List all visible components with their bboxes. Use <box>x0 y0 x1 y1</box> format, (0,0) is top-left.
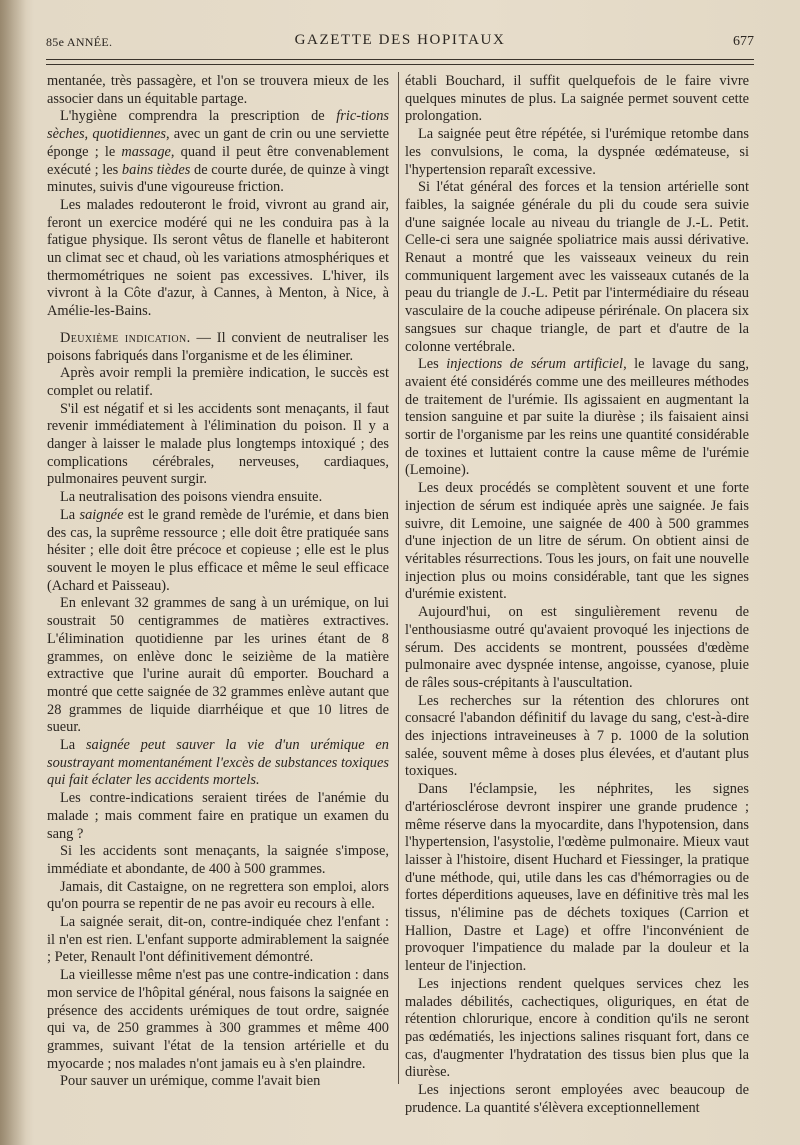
text-run: La <box>60 737 86 754</box>
emphasis-text: saignée <box>79 506 124 523</box>
text-run: , avec un gant de crin ou une serviette éponge ; le <box>47 126 389 160</box>
column-divider <box>398 72 399 1084</box>
paragraph: Jamais, dit Castaigne, on ne regrettera son emploi, alors qu'on pourra se repentir de ne pas avoir eu recours à elle. <box>47 878 389 913</box>
emphasis-text: bains tièdes <box>121 161 191 178</box>
paragraph <box>405 356 749 480</box>
paragraph: Les injections seront employées avec beaucoup de prudence. La quantité s'élèvera exceptionnellement <box>405 1082 749 1116</box>
paragraph: En enlevant 32 grammes de sang à un urémique, on lui soustrait 50 centigrammes de matières extractives. L'élimination quotidienne par les urines étant de 8 grammes, on enlève donc le seizième de la matière extractive que l'urine aurait dû emporter. Bouchard a montré que cette saignée de 32 grammes enlève autant que 28 grammes de liquide diarrhéique et que 10 litres de sueur. <box>47 595 389 736</box>
paragraph: Aujourd'hui, on est singulièrement revenu de l'enthousiasme outré qu'avaient provoqué les injections de sérum. Des accidents se montrent, poussées d'œdème pulmonaire avec dyspnée intense, angoisse, cyanose, pluie de râles sous-crépitants à l'auscultation. <box>405 604 749 691</box>
binding-shadow <box>0 0 26 1145</box>
text-run: L'hygiène comprendra la prescription de <box>60 108 337 125</box>
paragraph: La neutralisation des poisons viendra ensuite. <box>60 489 323 506</box>
paragraph: Si l'état général des forces et la tension artérielle sont faibles, la saignée générale du pli du coude sera suivie d'une saignée locale au niveau du triangle de J.-L. Petit. Celle-ci sera une saignée spoliatrice mais aussi dérivative. Renaut a montré que les vaisseaux veineux du rein communiquent largement avec les vaisseaux cutanés de la peau du triangle de J.-L. Petit par l'intermédiaire du réseau vasculaire de la couche adipeuse périrénale. On placera six sangsues sur chaque triangle, de part et d'autre de la colonne vertébrale. <box>405 179 749 355</box>
text-run: Les <box>418 356 447 373</box>
header-rule-top <box>46 59 754 60</box>
paragraph: La saignée peut être répétée, si l'urémique retombe dans les convulsions, le coma, la dyspnée œdémateuse, si l'hypertension reparaît excessive. <box>405 126 749 178</box>
paragraph <box>47 737 389 790</box>
text-run: , quand il peut être convenablement exécuté ; les <box>47 143 389 178</box>
text-run: La <box>60 506 80 523</box>
paragraph: Les injections rendent quelques services chez les malades débilités, cachectiques, oliguriques, en état de rétention chlorurique, encore à condition qu'ils ne seront pas œdématiés, les injections salines risquant fort, dans ce cas, d'augmenter l'hydratation des tissus bien plus que la diurèse. <box>405 975 749 1081</box>
paragraph: La saignée serait, dit-on, contre-indiquée chez l'enfant : il n'en est rien. L'enfant supporte admirablement la saignée ; Peter, Renault l'ont définitivement démontré. <box>47 914 389 966</box>
paragraph: Dans l'éclampsie, les néphrites, les signes d'artériosclérose devront inspirer une grande prudence ; même réserve dans la myocardite, dans l'hypotension, dans l'hypertension, l'asystolie, l'œdème pulmonaire. Mieux vaut laisser à l'histoire, disent Huchard et Fiessinger, la pratique d'une méthode, qui, utile dans les cas d'hémorragies ou de fortes déperditions aqueuses, lave en définitive très mal les tissus, n'élimine pas de déchets toxiques (Carrion et Hallion, Dastre et Lage) et offre l'inconvénient de provoquer l'impatience du malade par la douleur et la lenteur de l'injection. <box>405 781 749 975</box>
text-run: de courte durée, de quinze à vingt minutes, suivis d'une vigoureuse friction. <box>47 161 389 196</box>
emphasis-text: massage <box>121 143 171 160</box>
paragraph: Après avoir rempli la première indication, le succès est complet ou relatif. <box>47 365 389 399</box>
paragraph <box>47 330 389 365</box>
emphasis-text: saignée peut sauver la vie d'un urémique en soustrayant momentanément l'excès de substances toxiques qui fait éclater les accidents mortels. <box>47 737 389 789</box>
header-page-number: 677 <box>733 34 754 49</box>
text-run: , le lavage du sang, avaient été considérés comme une des meilleures méthodes de traitement de l'urémie. Ils agissaient en augmentant la tension sanguine et par suite la diurèse ; ils faisaient ainsi sortir de l'organisme par les reins une quantité considérable de toxines et luttaient contre la cause même de l'urémie (Lemoine). <box>405 356 749 479</box>
header-rule-bottom <box>46 64 754 65</box>
paragraph: Si les accidents sont menaçants, la saignée s'impose, immédiate et abondante, de 400 à 500 grammes. <box>47 843 389 877</box>
paragraph: Les recherches sur la rétention des chlorures ont consacré l'abandon définitif du lavage du sang, c'est-à-dire des injections intraveineuses à 7 p. 1000 de la solution salée, souvent même à doses plus élevées, et d'autant plus toxiques. <box>405 692 749 780</box>
text-run: — Il convient de neutraliser les poisons fabriqués dans l'organisme et de les éliminer. <box>47 329 389 364</box>
paragraph: mentanée, très passagère, et l'on se trouvera mieux de les associer dans un équitable partage. <box>47 73 389 107</box>
text-run: est le grand remède de l'urémie, et dans bien des cas, la suprême ressource ; elle doit être pratiquée sans hésiter ; elle doit être précoce et copieuse ; elle est le plus souvent le moyen le plus efficace et même le seul efficace (Achard et Paisseau). <box>47 506 390 594</box>
paragraph: Les contre-indications seraient tirées de l'anémie du malade ; mais comment faire en pratique un examen du sang ? <box>47 790 389 842</box>
paragraph: Pour sauver un urémique, comme l'avait bien <box>60 1073 321 1090</box>
page-header <box>46 30 754 56</box>
paragraph: établi Bouchard, il suffit quelquefois de le faire vivre quelques minutes de plus. La saignée permet souvent cette prolongation. <box>405 73 749 125</box>
paragraph <box>47 108 389 197</box>
paragraph: S'il est négatif et si les accidents sont menaçants, il faut revenir immédiatement à l'élimination du poison. Il y a danger à laisser le malade plus longtemps intoxiqué ; des complications cérébrales, nerveuses, cardiaques, pulmonaires peuvent surgir. <box>47 400 389 488</box>
emphasis-text: fric-tions sèches, quotidiennes <box>47 108 389 143</box>
left-column <box>47 73 389 1091</box>
paragraph: Les deux procédés se complètent souvent et une forte injection de sérum est indiquée après une saignée. Je fais suivre, dit Lemoine, une saignée de 400 à 500 grammes d'une injection de un litre de sérum. On obtient ainsi de véritables résurrections. Tous les jours, on fait une nouvelle injection plus ou moins considérable, tant que les signes d'urémie existent. <box>405 480 749 603</box>
paragraph: Les malades redouteront le froid, vivront au grand air, feront un exercice modéré qui ne les conduira pas à la fatigue physique. Ils seront vêtus de flanelle et habiteront un climat sec et chaud, où les variations atmosphériques et thermométriques ne soient pas excessives. L'hiver, ils vivront à la Côte d'azur, à Cannes, à Menton, à Nice, à Amélie-les-Bains. <box>47 196 389 320</box>
right-column <box>405 73 749 1117</box>
header-volume: 85e ANNÉE. <box>46 35 113 49</box>
emphasis-text: injections de sérum artificiel <box>446 356 624 373</box>
section-heading: Deuxième indication. <box>60 329 191 346</box>
paragraph <box>47 507 389 596</box>
paragraph: La vieillesse même n'est pas une contre-indication : dans mon service de l'hôpital général, nous faisons la saignée en présence des accidents urémiques de tout ordre, saignée qui va, de 250 grammes à 300 grammes et même 400 grammes, suivant l'état de la tension artérielle et du myocarde ; nos malades n'ont jamais eu à s'en plaindre. <box>47 967 389 1072</box>
header-title: GAZETTE DES HOPITAUX <box>294 32 506 48</box>
